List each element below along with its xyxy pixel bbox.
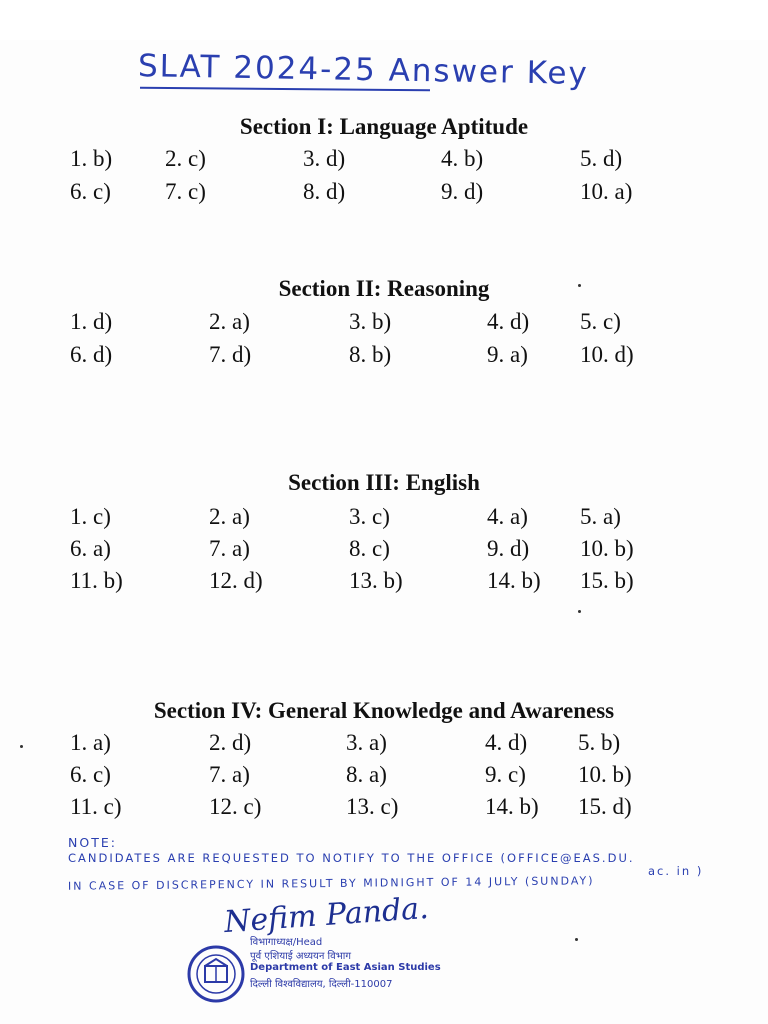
stamp-dept: Department of East Asian Studies: [250, 962, 441, 973]
answer-item: 10. b): [578, 762, 632, 787]
answer-item: 2. a): [209, 309, 250, 334]
answer-item: 2. a): [209, 504, 250, 529]
section-heading: Section I: Language Aptitude: [239, 114, 529, 139]
answer-item: 1. c): [70, 504, 111, 529]
answer-item: 4. d): [485, 730, 528, 755]
answer-item: 6. c): [70, 179, 111, 204]
answer-item: 5. d): [580, 146, 623, 171]
answer-item: 7. d): [209, 342, 252, 367]
university-seal-icon: [186, 944, 246, 1004]
answer-item: 15. d): [578, 794, 632, 819]
scan-speck: [578, 284, 581, 287]
scan-speck: [578, 610, 581, 613]
answer-item: 5. a): [580, 504, 621, 529]
answer-item: 14. b): [485, 794, 539, 819]
answer-item: 4. a): [487, 504, 528, 529]
answer-item: 8. b): [349, 342, 392, 367]
answer-item: 12. c): [209, 794, 262, 819]
stamp-university-hindi: दिल्ली विश्वविद्यालय, दिल्ली-110007: [250, 979, 393, 990]
answer-item: 8. d): [303, 179, 346, 204]
answer-item: 5. b): [578, 730, 621, 755]
note-label: NOTE:: [68, 835, 117, 850]
answer-item: 14. b): [487, 568, 541, 593]
answer-item: 9. d): [441, 179, 484, 204]
answer-item: 5. c): [580, 309, 621, 334]
section-heading: Section IV: General Knowledge and Awareness: [153, 698, 615, 723]
answer-item: 12. d): [209, 568, 263, 593]
answer-item: 7. a): [209, 762, 250, 787]
answer-item: 7. a): [209, 536, 250, 561]
answer-item: 8. a): [346, 762, 387, 787]
answer-item: 6. c): [70, 762, 111, 787]
answer-item: 6. a): [70, 536, 111, 561]
signature: Nefim Panda.: [223, 890, 430, 941]
answer-item: 13. c): [346, 794, 399, 819]
answer-item: 4. b): [441, 146, 484, 171]
scan-speck: [20, 745, 23, 748]
answer-item: 13. b): [349, 568, 403, 593]
answer-item: 9. a): [487, 342, 528, 367]
answer-item: 10. b): [580, 536, 634, 561]
answer-item: 3. d): [303, 146, 346, 171]
answer-item: 2. c): [165, 146, 206, 171]
section-heading: Section II: Reasoning: [278, 276, 490, 301]
answer-item: 8. c): [349, 536, 390, 561]
answer-item: 1. d): [70, 309, 113, 334]
answer-item: 4. d): [487, 309, 530, 334]
note-line: IN CASE OF DISCREPENCY IN RESULT BY MIDNIGHT OF 14 JULY (SUNDAY): [67, 874, 595, 893]
answer-item: 10. d): [580, 342, 634, 367]
answer-item: 9. c): [485, 762, 526, 787]
answer-item: 3. c): [349, 504, 390, 529]
answer-item: 11. c): [70, 794, 122, 819]
note-line: ac. in ): [648, 864, 704, 878]
stamp-dept-hindi: पूर्व एशियाई अध्ययन विभाग: [250, 951, 351, 962]
answer-item: 3. b): [349, 309, 392, 334]
scan-speck: [575, 938, 578, 941]
note-line: CANDIDATES ARE REQUESTED TO NOTIFY TO THE OFFICE (OFFICE@EAS.DU.: [68, 851, 635, 865]
answer-item: 6. d): [70, 342, 113, 367]
answer-item: 1. b): [70, 146, 113, 171]
section-heading: Section III: English: [288, 470, 480, 495]
answer-item: 3. a): [346, 730, 387, 755]
answer-item: 10. a): [580, 179, 633, 204]
answer-item: 15. b): [580, 568, 634, 593]
answer-item: 9. d): [487, 536, 530, 561]
stamp-role: विभागाध्यक्ष/Head: [250, 937, 323, 948]
answer-item: 7. c): [165, 179, 206, 204]
answer-item: 11. b): [70, 568, 123, 593]
answer-item: 2. d): [209, 730, 252, 755]
answer-item: 1. a): [70, 730, 111, 755]
page-title: SLAT 2024-25 Answer Key: [137, 48, 590, 92]
